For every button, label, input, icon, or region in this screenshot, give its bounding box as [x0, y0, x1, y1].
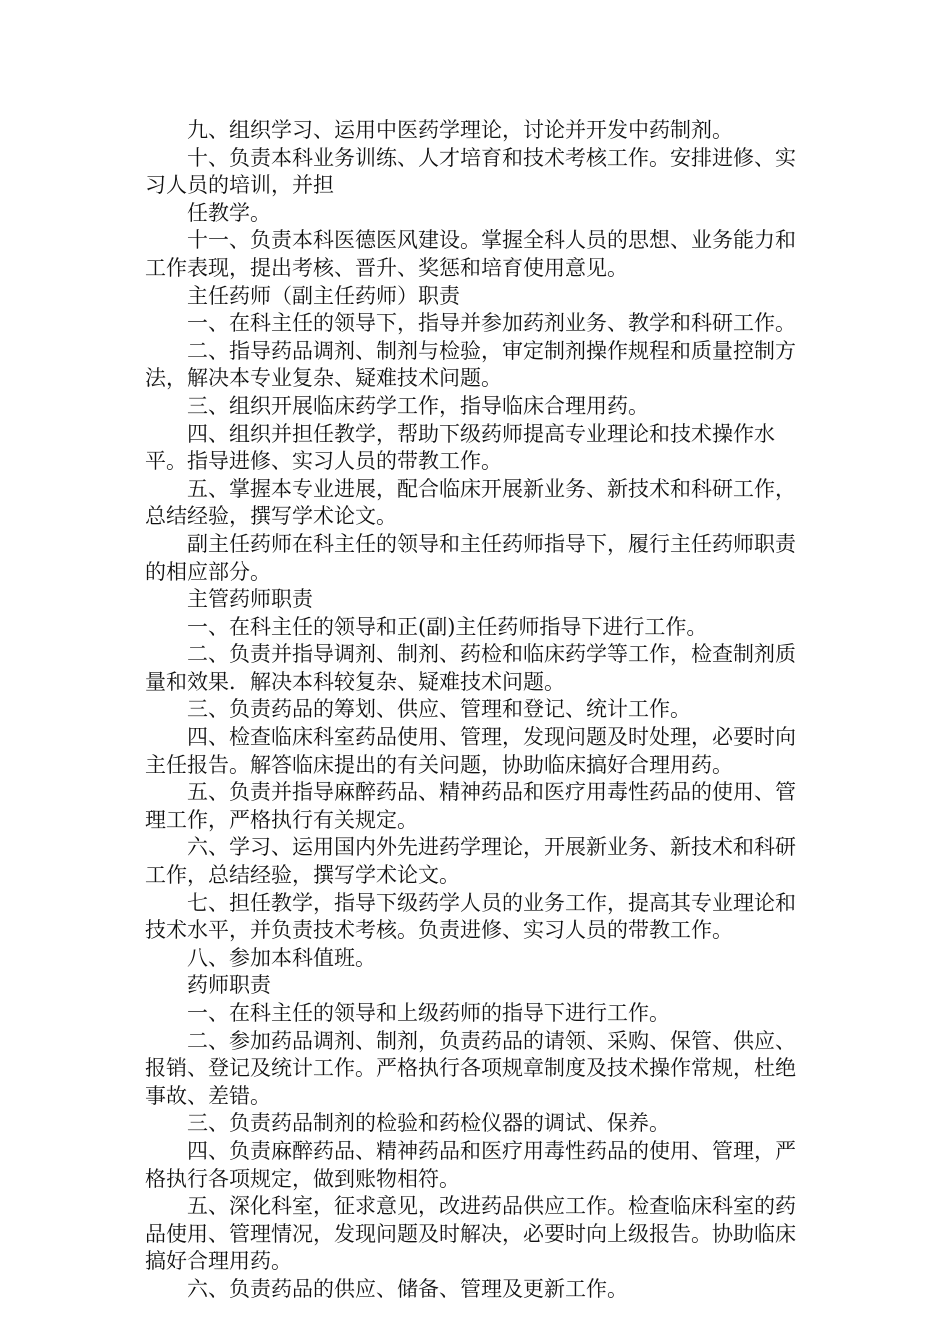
paragraph: 四、检查临床科室药品使用、管理，发现问题及时处理，必要时向主任报告。解答临床提出的有关问题，协助临床搞好合理用药。: [145, 725, 796, 777]
paragraph: 二、负责并指导调剂、制剂、药检和临床药学等工作，检查制剂质量和效果．解决本科较复杂、疑难技术问题。: [145, 642, 796, 694]
paragraph: 一、在科主任的领导和正(副)主任药师指导下进行工作。: [187, 614, 708, 639]
paragraph: 二、指导药品调剂、制剂与检验，审定制剂操作规程和质量控制方法，解决本专业复杂、疑难技术问题。: [145, 338, 796, 391]
paragraph: 八、参加本科值班。: [187, 945, 376, 970]
paragraph: 一、在科主任的领导和上级药师的指导下进行工作。: [187, 1001, 670, 1025]
paragraph: 十一、负责本科医德医风建设。掌握全科人员的思想、业务能力和工作表现，提出考核、晋升、奖惩和培育使用意见。: [145, 228, 796, 280]
document-body: [145, 117, 809, 1304]
paragraph: 六、负责药品的供应、储备、管理及更新工作。: [187, 1276, 628, 1301]
paragraph: 九、组织学习、运用中医药学理论，讨论并开发中药制剂。: [187, 118, 733, 142]
paragraph: 任教学。: [187, 200, 271, 225]
paragraph: 二、参加药品调剂、制剂，负责药品的请领、采购、保管、供应、报销、登记及统计工作。严格执行各项规章制度及技术操作常规，杜绝事故、差错。: [145, 1028, 796, 1108]
paragraph: 三、负责药品的筹划、供应、管理和登记、统计工作。: [187, 697, 691, 722]
paragraph: 七、担任教学，指导下级药学人员的业务工作，提高其专业理论和技术水平，并负责技术考核。负责进修、实习人员的带教工作。: [145, 890, 796, 943]
paragraph: 三、负责药品制剂的检验和药检仪器的调试、保养。: [187, 1111, 670, 1136]
paragraph: 五、深化科室，征求意见，改进药品供应工作。检查临床科室的药品使用、管理情况，发现问题及时解决，必要时向上级报告。协助临床搞好合理用药。: [145, 1194, 796, 1274]
paragraph: 一、在科主任的领导下，指导并参加药剂业务、教学和科研工作。: [187, 311, 796, 336]
paragraph: 五、掌握本专业进展，配合临床开展新业务、新技术和科研工作，总结经验，撰写学术论文。: [145, 476, 796, 529]
section-heading: 主管药师职责: [187, 587, 313, 612]
paragraph: 十、负责本科业务训练、人才培育和技术考核工作。安排进修、实习人员的培训，并担: [145, 145, 796, 198]
section-heading: 药师职责: [187, 973, 271, 998]
paragraph: 三、组织开展临床药学工作，指导临床合理用药。: [187, 393, 649, 418]
paragraph: 五、负责并指导麻醉药品、精神药品和医疗用毒性药品的使用、管理工作，严格执行有关规定。: [145, 780, 796, 832]
paragraph: 四、负责麻醉药品、精神药品和医疗用毒性药品的使用、管理，严格执行各项规定，做到账物相符。: [145, 1138, 796, 1191]
paragraph: 四、组织并担任教学，帮助下级药师提高专业理论和技术操作水平。指导进修、实习人员的带教工作。: [145, 421, 775, 474]
paragraph: 六、学习、运用国内外先进药学理论，开展新业务、新技术和科研工作，总结经验，撰写学术论文。: [145, 835, 796, 888]
paragraph: 副主任药师在科主任的领导和主任药师指导下，履行主任药师职责的相应部分。: [145, 531, 796, 584]
section-heading: 主任药师（副主任药师）职责: [187, 283, 460, 308]
